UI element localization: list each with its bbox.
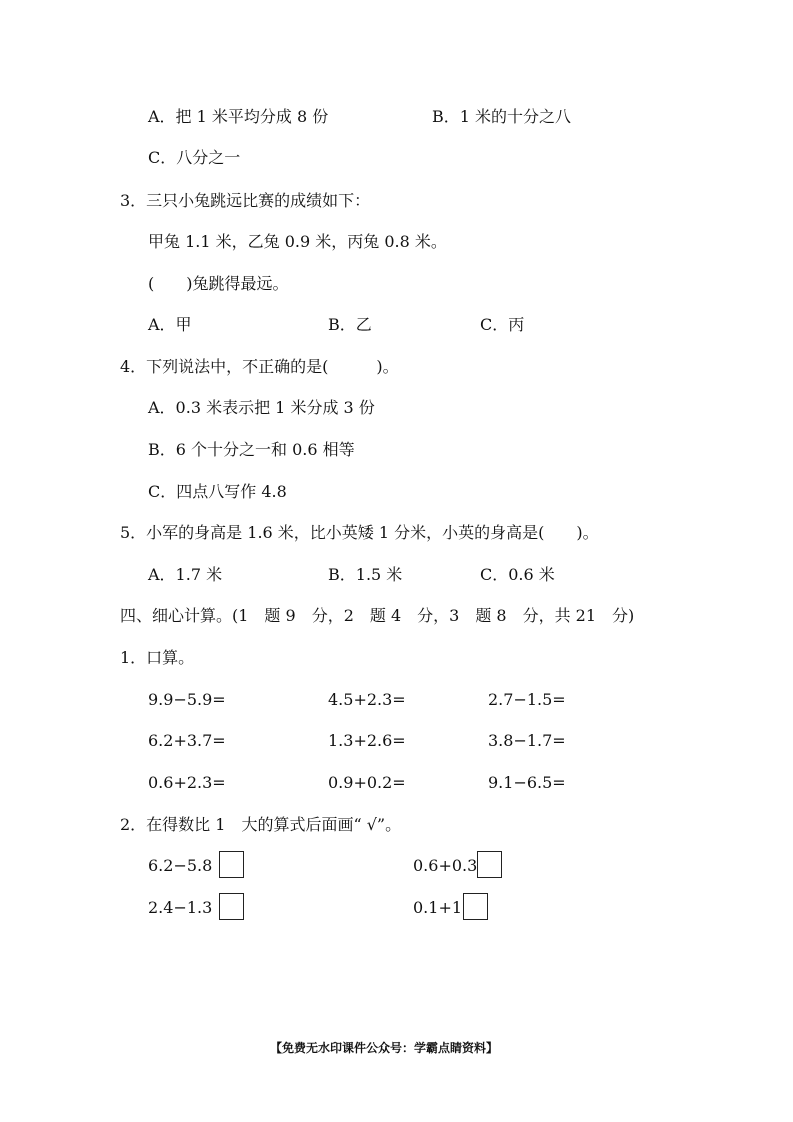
answer-box[interactable] xyxy=(477,851,502,878)
mark-task-stem: 2．在得数比 1 大的算式后面画“ √”。 xyxy=(120,815,402,834)
oral-calc-item: 4.5+2.3= xyxy=(328,690,406,709)
q5-option-b: B．1.5 米 xyxy=(328,565,403,584)
oral-calc-item: 9.1−6.5= xyxy=(488,773,566,792)
oral-calc-item: 0.6+2.3= xyxy=(148,773,226,792)
q4-option-a: A．0.3 米表示把 1 米分成 3 份 xyxy=(148,398,375,417)
q3-ask: ( )兔跳得最远。 xyxy=(148,274,289,293)
answer-box[interactable] xyxy=(219,893,244,920)
oral-calc-item: 2.7−1.5= xyxy=(488,690,566,709)
oral-calc-item: 9.9−5.9= xyxy=(148,690,226,709)
oral-calc-item: 1.3+2.6= xyxy=(328,731,406,750)
mark-expression: 0.1+1 xyxy=(413,898,463,917)
q3-option-b: B．乙 xyxy=(328,315,372,334)
q3-option-c: C．丙 xyxy=(480,315,525,334)
mark-expression: 0.6+0.3 xyxy=(413,856,478,875)
q3-option-a: A．甲 xyxy=(148,315,192,334)
mark-expression: 2.4−1.3 xyxy=(148,898,213,917)
footer-note: 【免费无水印课件公众号：学霸点睛资料】 xyxy=(270,1041,499,1055)
section-4-title: 四、细心计算。(1 题 9 分，2 题 4 分，3 题 8 分，共 21 分) xyxy=(120,606,635,625)
q4-stem: 4．下列说法中，不正确的是( )。 xyxy=(120,357,399,376)
answer-box[interactable] xyxy=(463,893,488,920)
mark-expression: 6.2−5.8 xyxy=(148,856,213,875)
q3-stem: 3．三只小兔跳远比赛的成绩如下： xyxy=(120,191,371,210)
answer-box[interactable] xyxy=(219,851,244,878)
q2-option-c: C．八分之一 xyxy=(148,148,241,167)
q2-option-a: A．把 1 米平均分成 8 份 xyxy=(148,107,329,126)
oral-calc-stem: 1．口算。 xyxy=(120,648,195,667)
q3-info: 甲兔 1.1 米，乙兔 0.9 米，丙兔 0.8 米。 xyxy=(148,232,447,251)
q2-option-b: B．1 米的十分之八 xyxy=(432,107,572,126)
oral-calc-item: 0.9+0.2= xyxy=(328,773,406,792)
q5-option-c: C．0.6 米 xyxy=(480,565,555,584)
oral-calc-item: 3.8−1.7= xyxy=(488,731,566,750)
q4-option-b: B．6 个十分之一和 0.6 相等 xyxy=(148,440,355,459)
q5-option-a: A．1.7 米 xyxy=(148,565,223,584)
oral-calc-item: 6.2+3.7= xyxy=(148,731,226,750)
q4-option-c: C．四点八写作 4.8 xyxy=(148,482,287,501)
q5-stem: 5．小军的身高是 1.6 米，比小英矮 1 分米，小英的身高是( )。 xyxy=(120,523,599,542)
